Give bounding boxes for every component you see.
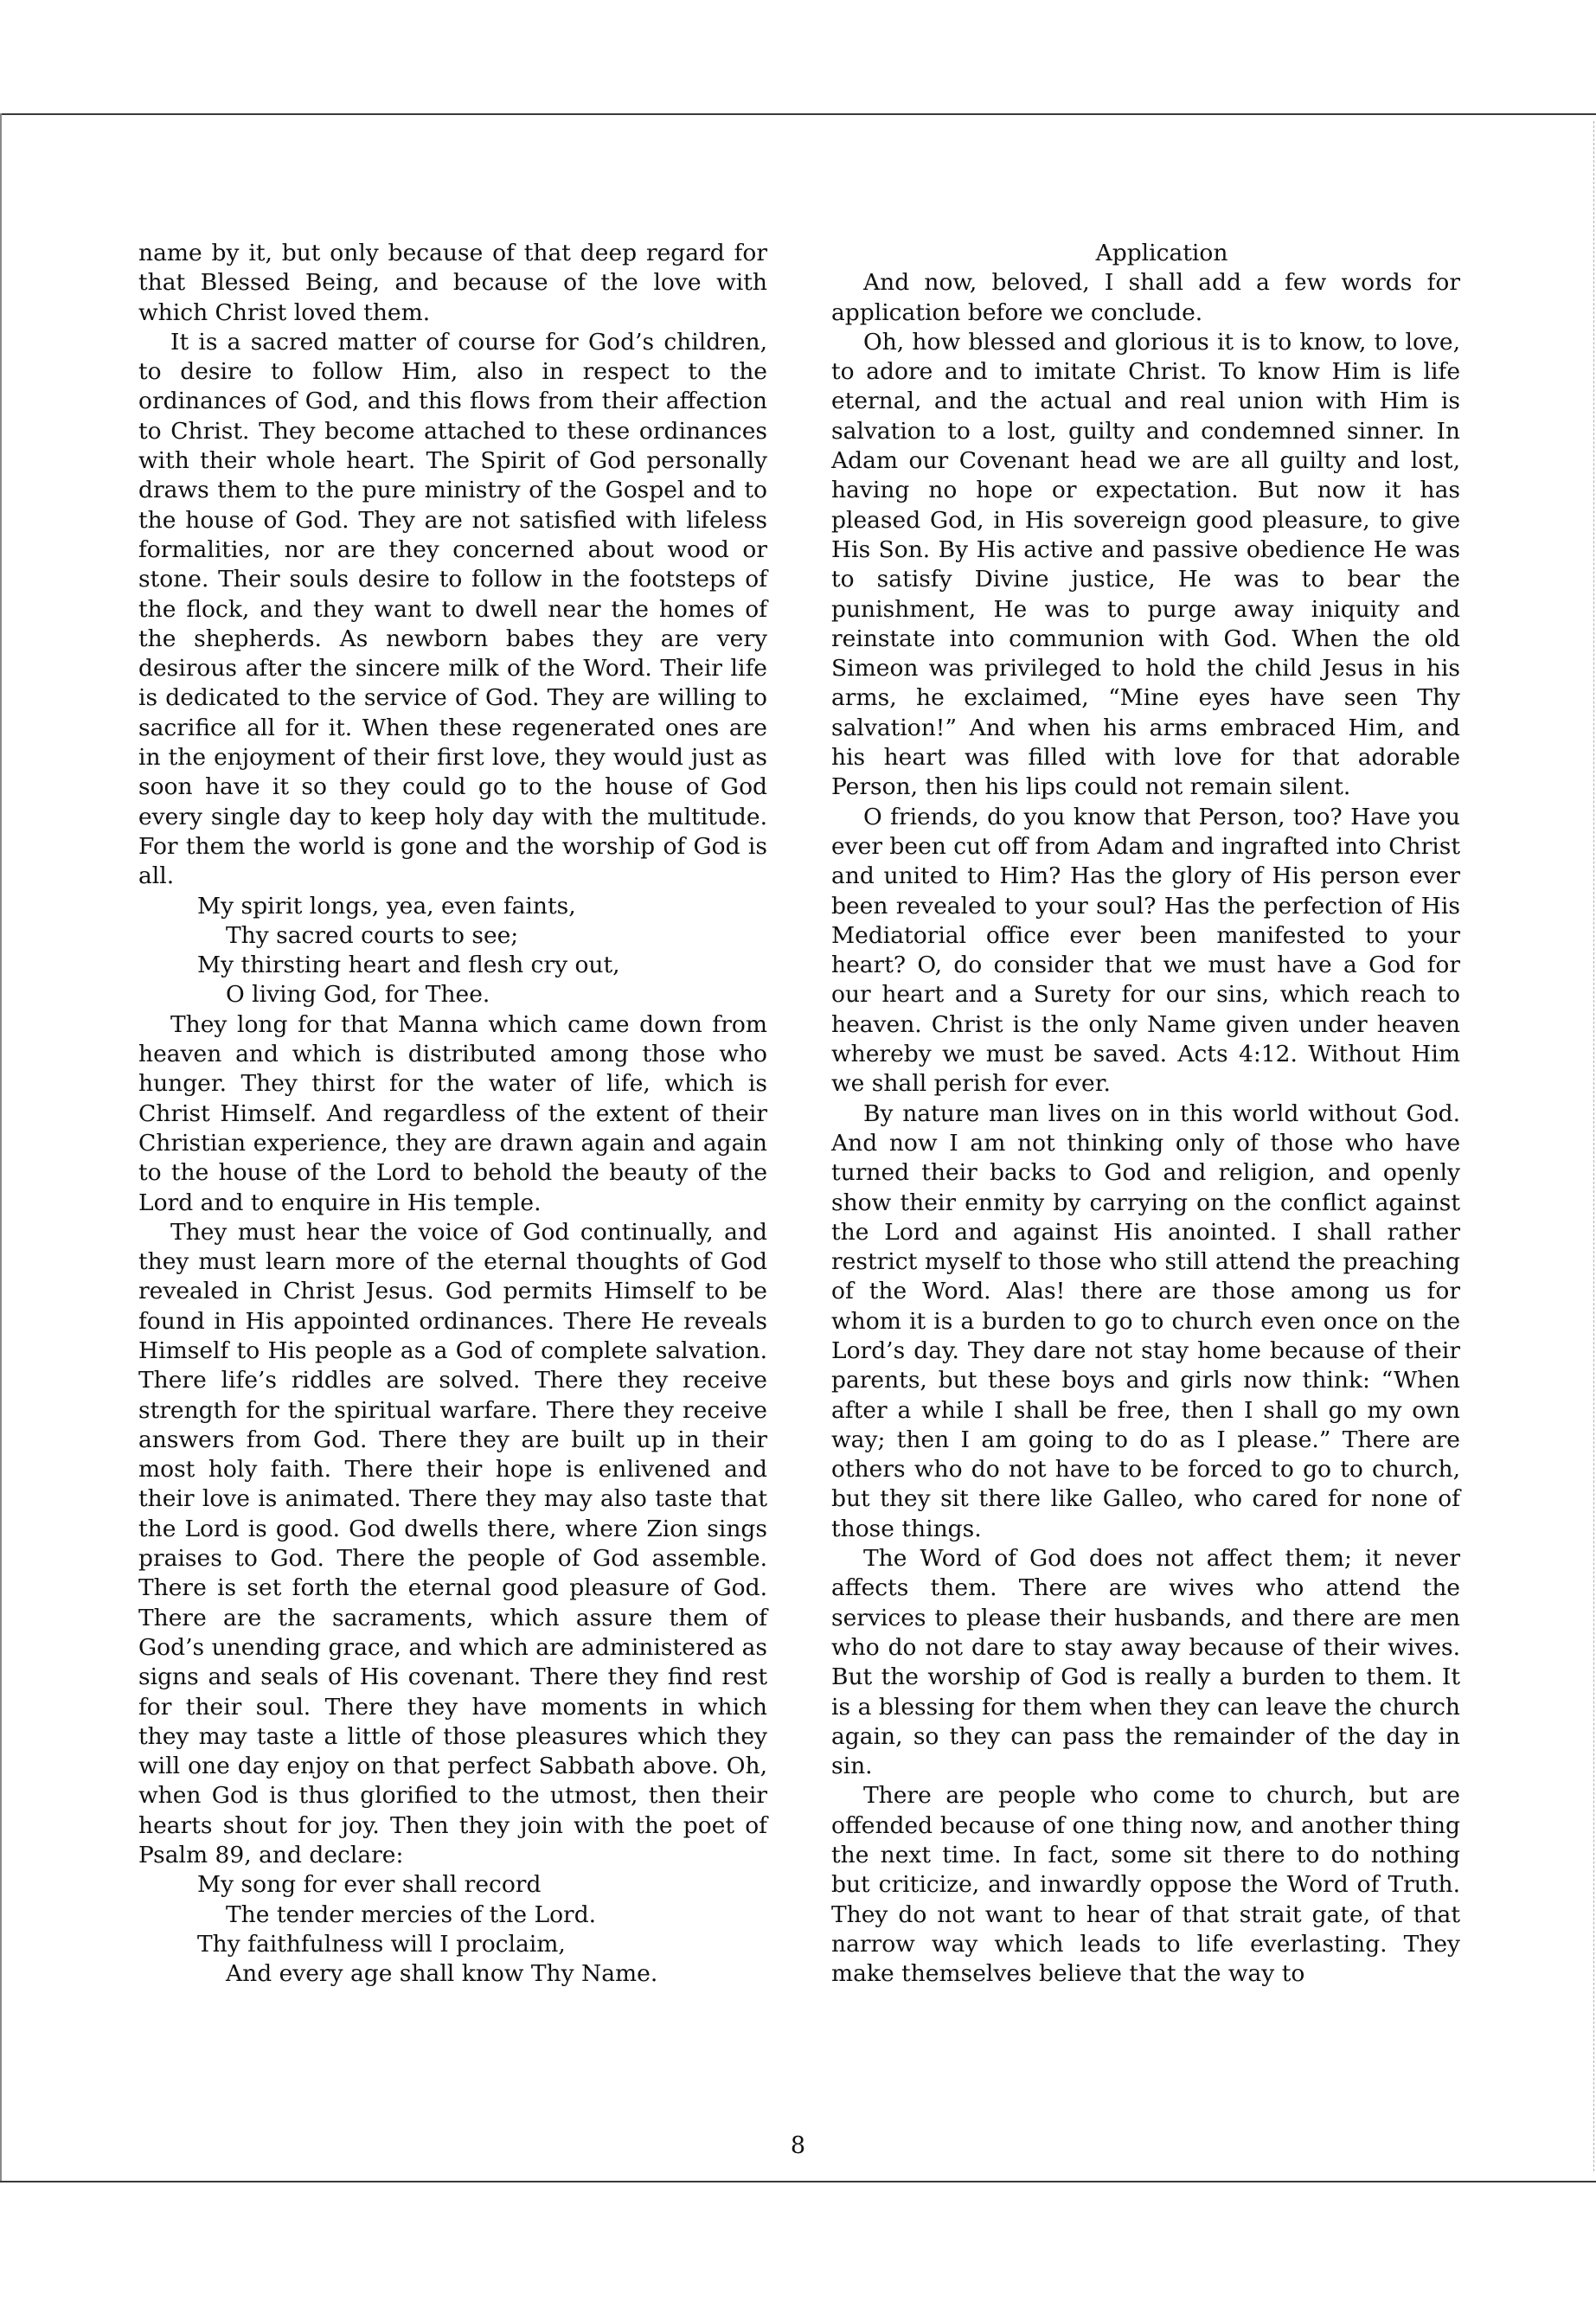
verse-psalm-89 [138, 1870, 767, 1989]
paragraph: Oh, how blessed and glorious it is to know, to love, to adore and to imitate Christ. To know Him is life eternal, and the actual and real union with Him is salvation to a lost, guilty and condemned sinner. In Adam our Covenant head we are all guilty and lost, having no hope or expectation. But now it has pleased God, in His sovereign good pleasure, to give His Son. By His active and passive obedience He was to satisfy Divine justice, He was to bear the punishment, He was to purge away iniquity and reinstate into communion with God. When the old Simeon was privileged to hold the child Jesus in his arms, he exclaimed, “Mine eyes have seen Thy salvation!” And when his arms embraced Him, and his heart was filled with love for that adorable Person, then his lips could not remain silent. [831, 328, 1460, 801]
paragraph: The Word of God does not affect them; it never affects them. There are wives who attend the services to please their husbands, and there are men who do not dare to stay away because of their wives. But the worship of God is really a burden to them. It is a blessing for them when they can leave the church again, so they can pass the remainder of the day in sin. [831, 1545, 1460, 1780]
left-column [138, 239, 767, 1990]
verse-line: My song for ever shall record [197, 1871, 542, 1899]
paragraph: They must hear the voice of God continually, and they must learn more of the eternal thoughts of God revealed in Christ Jesus. God permits Himself to be found in His appointed ordinances. There He reveals Himself to His people as a God of complete salvation. There life’s riddles are solved. There they receive strength for the spiritual warfare. There they receive answers from God. There they are built up in their most holy faith. There their hope is enlivened and their love is animated. There they may also taste that the Lord is good. God dwells there, where Zion sings praises to God. There the people of God assemble. There is set forth the eternal good pleasure of God. There are the sacraments, which assure them of God’s unending grace, and which are administered as signs and seals of His covenant. There they find rest for their soul. There they have moments in which they may taste a little of those pleasures which they will one day enjoy on that perfect Sabbath above. Oh, when God is thus glorified to the utmost, then their hearts shout for joy. Then they join with the poet of Psalm 89, and declare: [138, 1218, 767, 1869]
scan-border-left [0, 113, 2, 2182]
scan-border-right [1593, 121, 1594, 2171]
paragraph: name by it, but only because of that deep regard for that Blessed Being, and because of the love with which Christ loved them. [138, 240, 767, 326]
paragraph: By nature man lives on in this world without God. And now I am not thinking only of those who have turned their backs to God and religion, and openly show their enmity by carrying on the conflict against the Lord and against His anointed. I shall rather restrict myself to those who still attend the preaching of the Word. Alas! there are those among us for whom it is a burden to go to church even once on the Lord’s day. They dare not stay home because of their parents, but these boys and girls now think: “When after a while I shall be free, then I shall go my own way; then I am going to do as I please.” There are others who do not have to be forced to go to church, but they sit there like Galleo, who cared for none of those things. [831, 1099, 1460, 1542]
paragraph: There are people who come to church, but are offended because of one thing now, and another thing the next time. In fact, some sit there to do nothing but criticize, and inwardly oppose the Word of Truth. They do not want to hear of that strait gate, of that narrow way which leads to life everlasting. They make themselves believe that the way to [831, 1782, 1460, 1988]
verse-line: My thirsting heart and flesh cry out, [197, 952, 620, 979]
verse-line: And every age shall know Thy Name. [226, 1960, 658, 1988]
verse-line: Thy faithfulness will I proclaim, [197, 1930, 566, 1958]
section-heading: Application [1095, 240, 1228, 266]
verse-line: My spirit longs, yea, even faints, [197, 892, 576, 920]
right-column [831, 239, 1460, 1990]
page-number: 8 [790, 2132, 806, 2159]
verse-line: Thy sacred courts to see; [226, 921, 519, 949]
paragraph: O friends, do you know that Person, too? Have you ever been cut off from Adam and ingrafted into Christ and united to Him? Has the glory of His person ever been revealed to your soul? Has the perfection of His Mediatorial office ever been manifested to your heart? O, do consider that we must have a God for our heart and a Surety for our sins, which reach to heaven. Christ is the only Name given under heaven whereby we must be saved. Acts 4:12. Without Him we shall perish for ever. [831, 803, 1460, 1098]
verse-psalm-84 [138, 892, 767, 1010]
verse-line: The tender mercies of the Lord. [226, 1900, 597, 1928]
scan-border-bottom [0, 2181, 1596, 2182]
paragraph: They long for that Manna which came down from heaven and which is distributed among those who hunger. They thirst for the water of life, which is Christ Himself. And regardless of the extent of their Christian experience, they are drawn again and again to the house of the Lord to behold the beauty of the Lord and to enquire in His temple. [138, 1010, 767, 1216]
scan-border-top [0, 113, 1596, 115]
paragraph: And now, beloved, I shall add a few words for application before we conclude. [831, 269, 1460, 326]
paragraph: It is a sacred matter of course for God’s children, to desire to follow Him, also in respect to the ordinances of God, and this flows from their affection to Christ. They become attached to these ordinances with their whole heart. The Spirit of God personally draws them to the pure ministry of the Gospel and to the house of God. They are not satisfied with lifeless formalities, nor are they concerned about wood or stone. Their souls desire to follow in the footsteps of the flock, and they want to dwell near the homes of the shepherds. As newborn babes they are very desirous after the sincere milk of the Word. Their life is dedicated to the service of God. They are willing to sacrifice all for it. When these regenerated ones are in the enjoyment of their first love, they would just as soon have it so they could go to the house of God every single day to keep holy day with the multitude. For them the world is gone and the worship of God is all. [138, 328, 767, 890]
verse-line: O living God, for Thee. [226, 981, 490, 1009]
